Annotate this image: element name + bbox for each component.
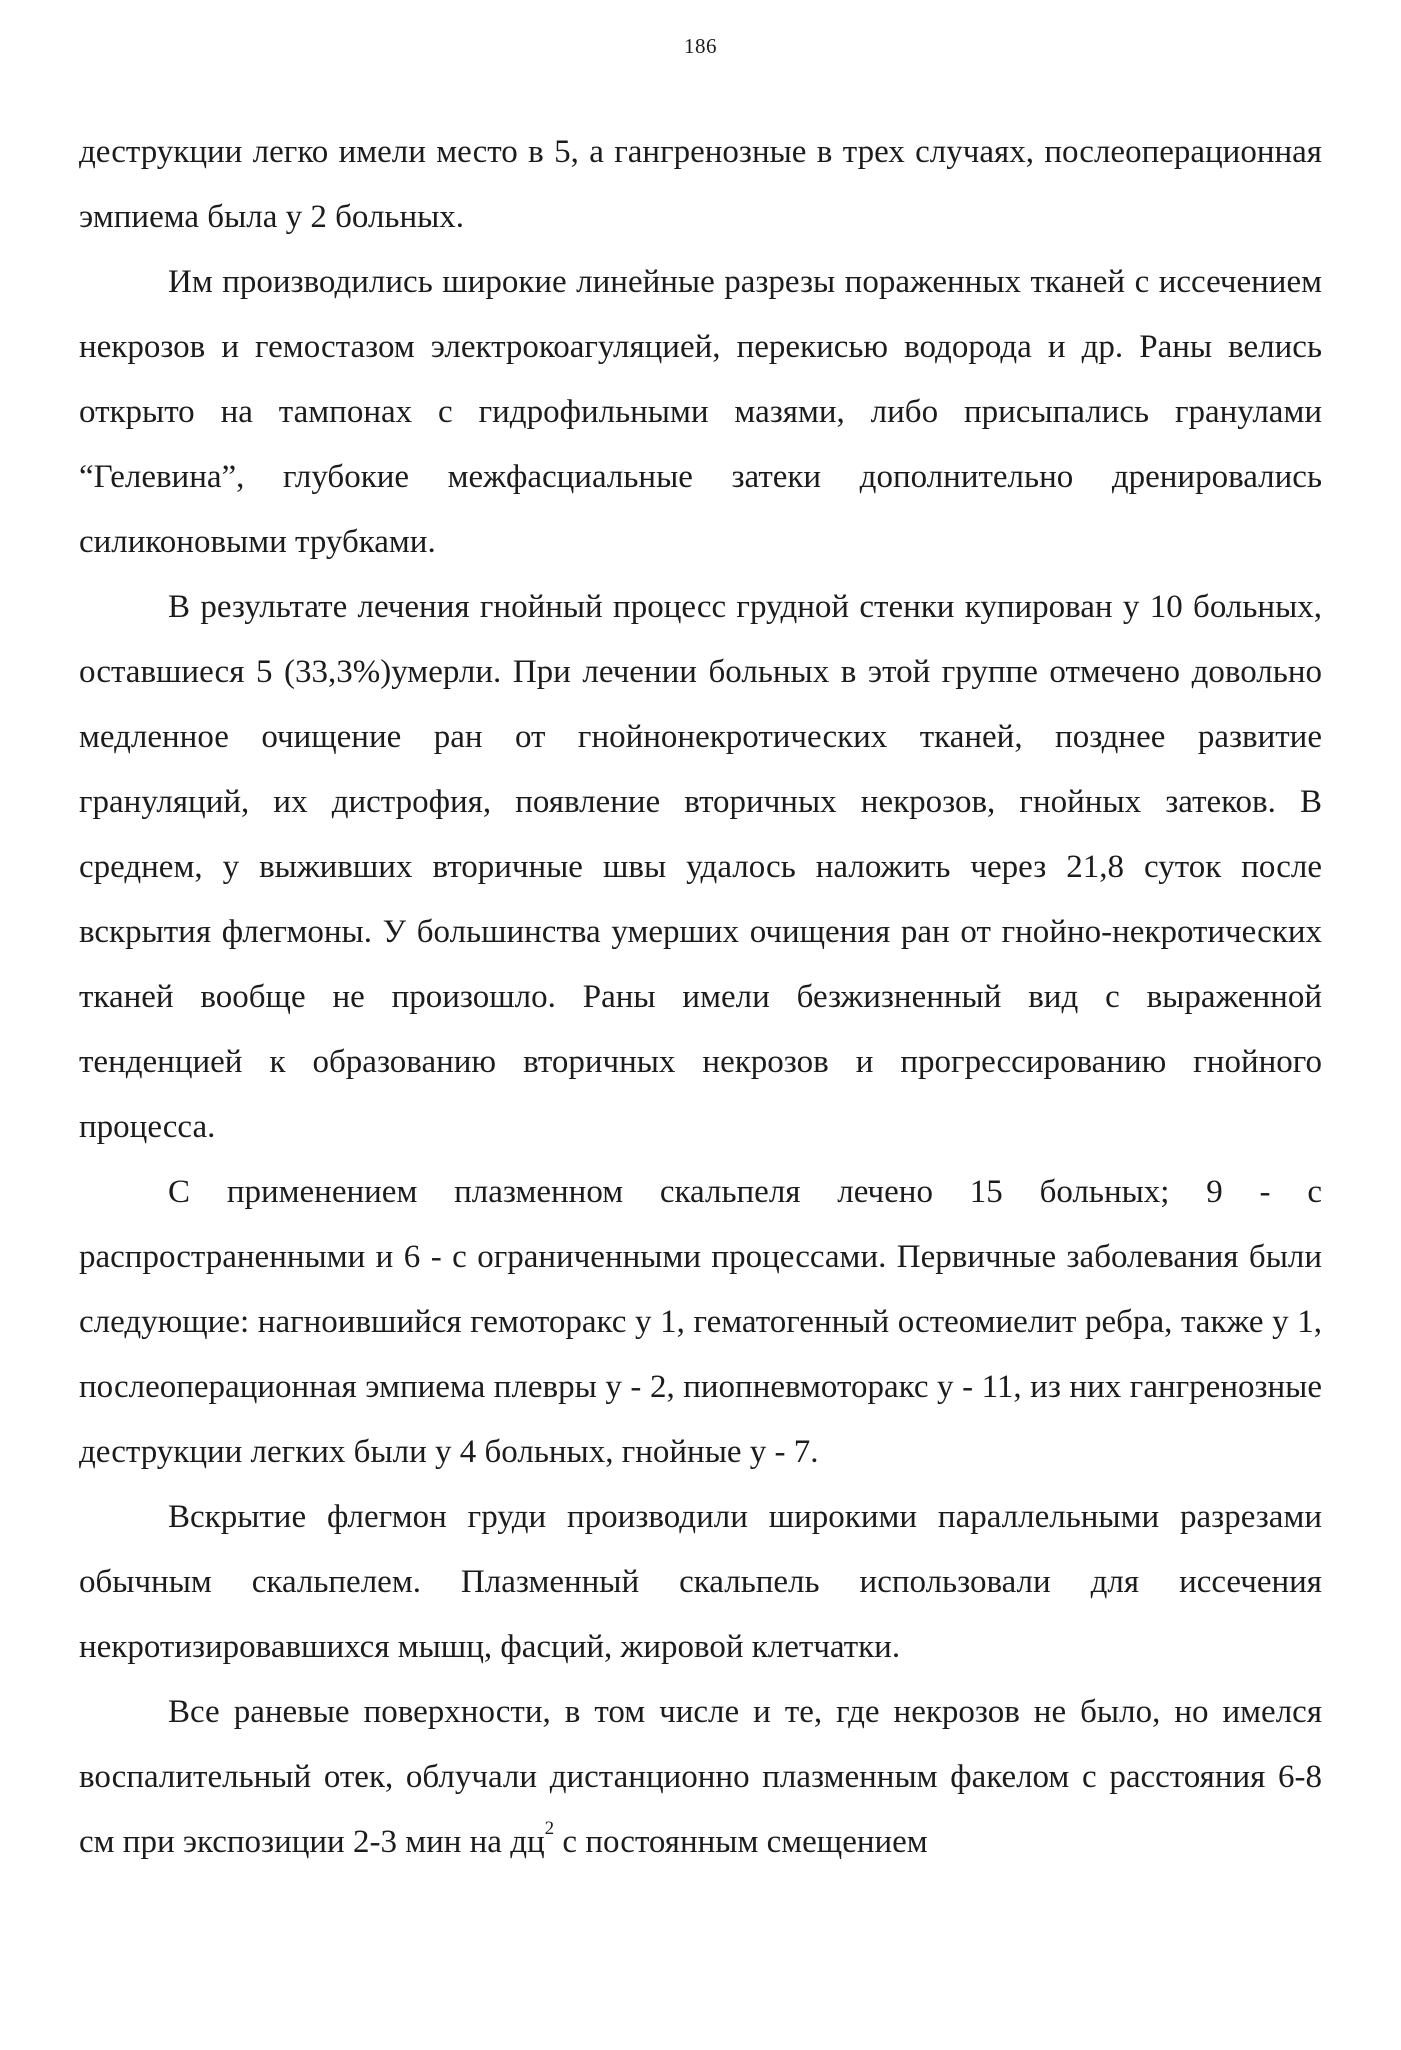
- wound-surfaces-text: Все раневые поверхности, в том числе и те, где некрозов не было, но имелся воспалительный отек, облучали дистанционно плазменным факелом с расстояния 6-8 см при экспозиции 2-3 мин на дц: [79, 1694, 1322, 1860]
- wound-surfaces-text-end: с постоянным смещением: [554, 1824, 928, 1860]
- paragraph-treatment-results: В результате лечения гнойный процесс грудной стенки купирован у 10 больных, оставшиеся 5 (33,3%)умерли. При лечении больных в этой группе отмечено довольно медленное очищение ран от гнойнонекротических тканей, позднее развитие грануляций, их дистрофия, появление вторичных некрозов, гнойных затеков. В среднем, у выживших вторичные швы удалось наложить через 21,8 суток после вскрытия флегмоны. У большинства умерших очищения ран от гнойно-некротических тканей вообще не произошло. Раны имели безжизненный вид с выраженной тенденцией к образованию вторичных некрозов и прогрессированию гнойного процесса.: [79, 589, 1322, 1145]
- document-body: [79, 120, 1322, 1875]
- paragraph-plasma-scalpel: С применением плазменном скальпеля лечено 15 больных; 9 - с распространенными и 6 - с ограниченными процессами. Первичные заболевания были следующие: нагноившийся гемоторакс у 1, гематогенный остеомиелит ребра, также у 1, послеоперационная эмпиема плевры у - 2, пиопневмоторакс у - 11, из них гангренозные деструкции легких были у 4 больных, гнойные у - 7.: [79, 1174, 1322, 1470]
- paragraph-wound-surfaces: [79, 1680, 1322, 1875]
- paragraph-incisions: Им производились широкие линейные разрезы пораженных тканей с иссечением некрозов и гемостазом электрокоагуляцией, перекисью водорода и др. Раны велись открыто на тампонах с гидрофильными мазями, либо присыпались гранулами “Гелевина”, глубокие межфасциальные затеки дополнительно дренировались силиконовыми трубками.: [79, 264, 1322, 560]
- superscript-square: 2: [544, 1818, 555, 1839]
- paragraph-destructions-continuation: деструкции легко имели место в 5, а гангренозные в трех случаях, послеоперационная эмпиема была у 2 больных.: [79, 134, 1322, 235]
- paragraph-phlegmon-opening: Вскрытие флегмон груди производили широкими параллельными разрезами обычным скальпелем. Плазменный скальпель использовали для иссечения некротизировавшихся мышц, фасций, жировой клетчатки.: [79, 1499, 1322, 1665]
- page-number: 186: [684, 34, 717, 58]
